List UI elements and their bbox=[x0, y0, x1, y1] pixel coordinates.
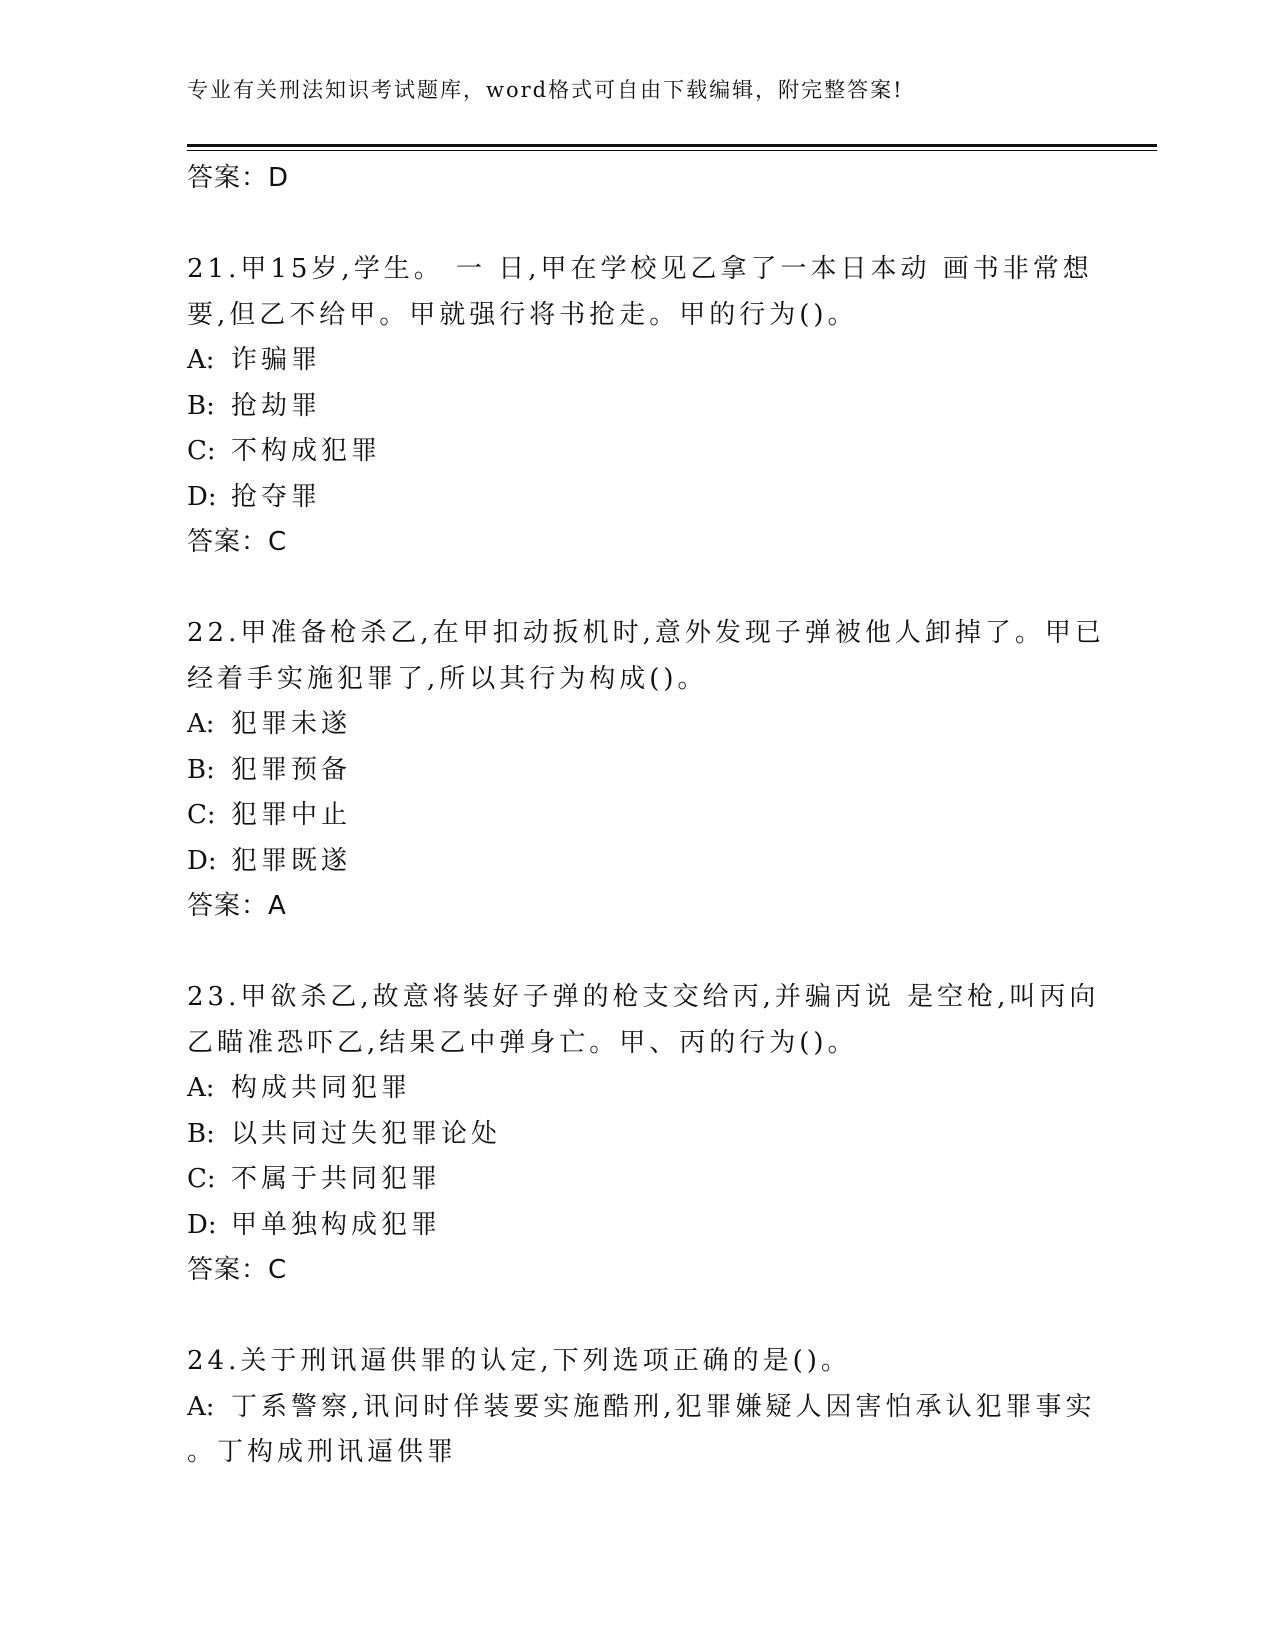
option-text: 犯罪中止 bbox=[231, 800, 352, 830]
question-block bbox=[187, 247, 1093, 566]
option-b bbox=[187, 384, 1087, 430]
answer-line: 答案：C bbox=[187, 527, 288, 557]
option-key: A: bbox=[187, 1073, 215, 1103]
option-d bbox=[187, 475, 1087, 521]
answer-line: 答案：C bbox=[187, 1255, 288, 1285]
option-d bbox=[187, 1203, 1087, 1249]
option-key: D: bbox=[187, 481, 217, 512]
option-c bbox=[187, 1157, 1087, 1203]
option-text: 不构成犯罪 bbox=[231, 436, 382, 466]
option-text: 丁系警察,讯问时佯装要实施酷刑,犯罪嫌疑人因害怕承认犯罪事实 bbox=[231, 1391, 1096, 1422]
option-b bbox=[187, 1112, 1087, 1158]
option-a bbox=[187, 702, 1087, 748]
option-a bbox=[187, 1066, 1087, 1112]
option-key: B: bbox=[187, 1118, 215, 1149]
option-text: 以共同过失犯罪论处 bbox=[231, 1118, 502, 1149]
option-text: 构成共同犯罪 bbox=[231, 1073, 412, 1103]
question-content bbox=[187, 156, 1105, 1476]
option-text: 犯罪既遂 bbox=[231, 845, 352, 876]
option-key: C: bbox=[187, 436, 216, 466]
option-key: D: bbox=[187, 1209, 217, 1240]
option-key: C: bbox=[187, 800, 216, 830]
question-block bbox=[187, 975, 1100, 1294]
question-stem-line: 经着手实施犯罪了,所以其行为构成()。 bbox=[187, 663, 708, 694]
option-b bbox=[187, 748, 1087, 794]
question-stem-line: 23.甲欲杀乙,故意将装好子弹的枪支交给丙,并骗丙说 是空枪,叫丙向 bbox=[187, 982, 1100, 1012]
option-key: A: bbox=[187, 709, 215, 739]
option-key: D: bbox=[187, 845, 217, 876]
answer-line: 答案：A bbox=[187, 891, 287, 921]
question-block bbox=[187, 611, 1105, 930]
page-header: 专业有关刑法知识考试题库，word格式可自由下载编辑，附完整答案! bbox=[187, 78, 904, 102]
question-stem-line: 乙瞄准恐吓乙,结果乙中弹身亡。甲、丙的行为()。 bbox=[187, 1027, 858, 1058]
header-rule-thin bbox=[187, 150, 1157, 151]
answer-line: 答案：D bbox=[187, 163, 290, 193]
option-text: 不属于共同犯罪 bbox=[231, 1164, 442, 1194]
option-text: 甲单独构成犯罪 bbox=[231, 1209, 442, 1240]
question-stem-line: 要,但乙不给甲。甲就强行将书抢走。甲的行为()。 bbox=[187, 299, 858, 330]
option-key: A: bbox=[187, 1391, 215, 1422]
option-text: 诈骗罪 bbox=[231, 345, 322, 375]
header-rule-thick bbox=[187, 144, 1157, 147]
question-stem-line: 24.关于刑讯逼供罪的认定,下列选项正确的是()。 bbox=[187, 1346, 851, 1376]
option-key: A: bbox=[187, 345, 215, 375]
option-key: C: bbox=[187, 1164, 216, 1194]
option-continuation: 。丁构成刑讯逼供罪 bbox=[187, 1437, 458, 1467]
option-text: 犯罪预备 bbox=[231, 754, 352, 785]
option-c bbox=[187, 429, 1087, 475]
option-key: B: bbox=[187, 754, 215, 785]
question-stem-line: 21.甲15岁,学生。 一 日,甲在学校见乙拿了一本日本动 画书非常想 bbox=[187, 254, 1093, 284]
option-d bbox=[187, 839, 1087, 885]
question-block bbox=[187, 1339, 1096, 1476]
option-text: 抢劫罪 bbox=[231, 390, 322, 421]
option-text: 抢夺罪 bbox=[231, 481, 322, 512]
option-a bbox=[187, 1385, 1096, 1431]
option-a bbox=[187, 338, 1087, 384]
option-c bbox=[187, 793, 1087, 839]
option-text: 犯罪未遂 bbox=[231, 709, 352, 739]
question-stem-line: 22.甲准备枪杀乙,在甲扣动扳机时,意外发现子弹被他人卸掉了。甲已 bbox=[187, 618, 1105, 648]
option-key: B: bbox=[187, 390, 215, 421]
